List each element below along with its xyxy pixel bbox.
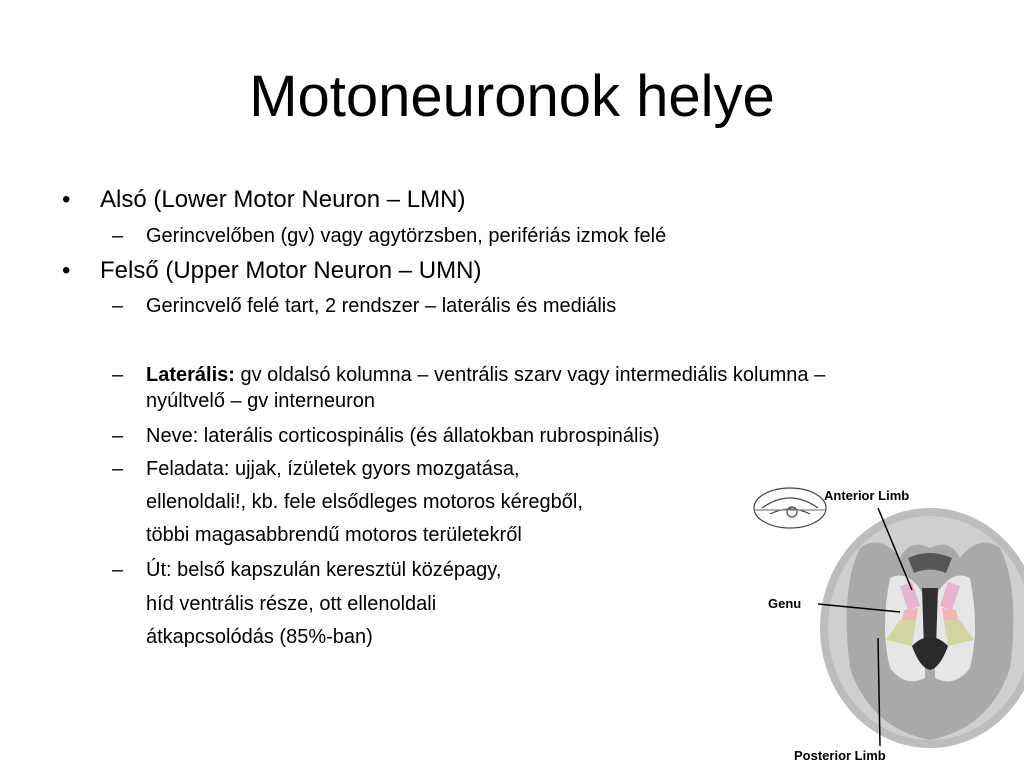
sub-bullet-name [112,423,912,449]
dash-mark: – [112,295,124,317]
bullet-text: Felső (Upper Motor Neuron – UMN) [100,257,482,284]
sub-bullet-text: Neve: laterális corticospinális (és állatokban rubrospinális) [146,425,660,447]
dash-mark: – [112,225,124,247]
sub-bullet-lateral [112,362,872,414]
dash-mark: – [112,425,124,447]
brain-figure [740,478,1024,768]
sub-bullet-text: Gerincvelőben (gv) vagy agytörzsben, perifériás izmok felé [146,225,667,247]
sub-bullet-text: Út: belső kapszulán keresztül középagy, [146,559,502,581]
task-line-2: ellenoldali!, kb. fele elsődleges motoros kéregből, [146,491,583,513]
bullet-lmn [62,185,465,215]
genu-label: Genu [768,596,802,611]
route-line-2: híd ventrális része, ott ellenoldali [146,593,437,615]
bullet-umn [62,256,481,286]
sub-bullet-text: Gerincvelő felé tart, 2 rendszer – laterális és mediális [146,295,617,317]
anterior-limb-label: Anterior Limb [824,488,910,503]
lateral-description: gv oldalsó kolumna – ventrális szarv vagy intermediális kolumna – nyúltvelő – gv interneuron [146,364,826,412]
dash-mark: – [112,364,124,386]
bullet-mark: • [62,257,71,284]
sub-bullet-text [146,362,872,414]
sub-bullet-lmn [112,223,912,249]
orientation-brain-icon [754,488,826,528]
dash-mark: – [112,458,124,480]
brain-section-image [740,478,1024,768]
bullet-mark: • [62,186,71,213]
posterior-limb-label: Posterior Limb [794,748,886,763]
sub-bullet-umn [112,293,912,319]
lateral-label: Laterális: [146,364,235,386]
task-line-3: többi magasabbrendű motoros területekről [146,524,522,546]
slide-title: Motoneuronok helye [249,64,775,129]
sub-bullet-text: Feladata: ujjak, ízületek gyors mozgatása, [146,458,520,480]
dash-mark: – [112,559,124,581]
bullet-text: Alsó (Lower Motor Neuron – LMN) [100,186,466,213]
brain-slice [820,508,1024,748]
route-line-3: átkapcsolódás (85%-ban) [146,626,373,648]
